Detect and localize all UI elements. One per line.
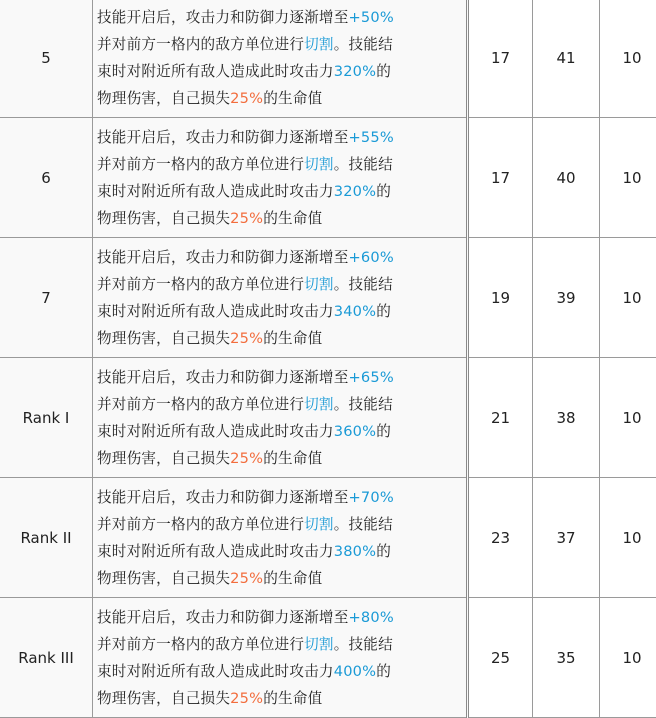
table-row [0, 358, 656, 478]
cut-term: 切割 [304, 36, 334, 53]
damage-multiplier-value: 400% [334, 663, 377, 680]
description-text: 物理伤害，自己损失 [97, 210, 230, 227]
duration-cell: 10 [600, 598, 656, 718]
description-line-1 [97, 124, 464, 151]
initial-sp-cell: 41 [533, 0, 600, 118]
cut-term: 切割 [304, 516, 334, 533]
duration-cell: 10 [600, 0, 656, 118]
initial-sp-cell: 39 [533, 238, 600, 358]
skill-level-cell: 7 [0, 238, 93, 358]
sp-cost-cell: 19 [468, 238, 533, 358]
hp-loss-value: 25% [230, 330, 263, 347]
duration-cell: 10 [600, 238, 656, 358]
table-row [0, 238, 656, 358]
description-line-4 [97, 565, 464, 592]
description-text: 束时对附近所有敌人造成此时攻击力 [97, 423, 334, 440]
description-text: 技能开启后，攻击力和防御力逐渐增至 [97, 489, 349, 506]
description-text: 束时对附近所有敌人造成此时攻击力 [97, 63, 334, 80]
description-text: 的 [376, 183, 391, 200]
sp-cost-cell: 17 [468, 0, 533, 118]
cut-term: 切割 [304, 156, 334, 173]
description-text: 束时对附近所有敌人造成此时攻击力 [97, 303, 334, 320]
cut-term: 切割 [304, 396, 334, 413]
description-line-2 [97, 151, 464, 178]
description-text: 的生命值 [263, 330, 322, 347]
skill-description-cell [93, 118, 468, 238]
description-text: 技能开启后，攻击力和防御力逐渐增至 [97, 369, 349, 386]
description-text: 技能开启后，攻击力和防御力逐渐增至 [97, 9, 349, 26]
description-text: 的生命值 [263, 690, 322, 707]
description-line-4 [97, 445, 464, 472]
atk-def-boost-value: +50% [349, 9, 394, 26]
hp-loss-value: 25% [230, 450, 263, 467]
initial-sp-cell: 35 [533, 598, 600, 718]
description-line-4 [97, 205, 464, 232]
sp-cost-cell: 17 [468, 118, 533, 238]
initial-sp-cell: 40 [533, 118, 600, 238]
description-line-2 [97, 271, 464, 298]
description-text: 。技能结 [334, 36, 393, 53]
description-line-1 [97, 604, 464, 631]
description-text: 并对前方一格内的敌方单位进行 [97, 516, 304, 533]
description-text: 的 [376, 663, 391, 680]
duration-cell: 10 [600, 478, 656, 598]
description-text: 物理伤害，自己损失 [97, 330, 230, 347]
description-line-3 [97, 418, 464, 445]
table-row [0, 598, 656, 718]
description-line-3 [97, 58, 464, 85]
description-text: 物理伤害，自己损失 [97, 450, 230, 467]
description-text: 。技能结 [334, 396, 393, 413]
description-text: 的 [376, 303, 391, 320]
description-line-1 [97, 364, 464, 391]
atk-def-boost-value: +65% [349, 369, 394, 386]
sp-cost-cell: 25 [468, 598, 533, 718]
description-text: 的 [376, 423, 391, 440]
table-row [0, 478, 656, 598]
description-text: 并对前方一格内的敌方单位进行 [97, 396, 304, 413]
description-text: 技能开启后，攻击力和防御力逐渐增至 [97, 249, 349, 266]
description-text: 。技能结 [334, 276, 393, 293]
cut-term: 切割 [304, 636, 334, 653]
hp-loss-value: 25% [230, 90, 263, 107]
atk-def-boost-value: +80% [349, 609, 394, 626]
initial-sp-cell: 38 [533, 358, 600, 478]
description-text: 束时对附近所有敌人造成此时攻击力 [97, 183, 334, 200]
description-text: 的生命值 [263, 450, 322, 467]
description-line-3 [97, 538, 464, 565]
skill-description-cell [93, 238, 468, 358]
sp-cost-cell: 21 [468, 358, 533, 478]
description-line-4 [97, 85, 464, 112]
description-text: 技能开启后，攻击力和防御力逐渐增至 [97, 129, 349, 146]
description-text: 物理伤害，自己损失 [97, 690, 230, 707]
skill-description-cell [93, 478, 468, 598]
duration-cell: 10 [600, 358, 656, 478]
atk-def-boost-value: +70% [349, 489, 394, 506]
description-line-2 [97, 511, 464, 538]
damage-multiplier-value: 360% [334, 423, 377, 440]
damage-multiplier-value: 340% [334, 303, 377, 320]
skill-level-cell: 5 [0, 0, 93, 118]
description-text: 物理伤害，自己损失 [97, 90, 230, 107]
skill-level-cell: Rank III [0, 598, 93, 718]
description-text: 技能开启后，攻击力和防御力逐渐增至 [97, 609, 349, 626]
skill-description-cell [93, 358, 468, 478]
skill-description-cell [93, 598, 468, 718]
description-line-1 [97, 484, 464, 511]
description-line-4 [97, 325, 464, 352]
atk-def-boost-value: +60% [349, 249, 394, 266]
initial-sp-cell: 37 [533, 478, 600, 598]
description-text: 。技能结 [334, 516, 393, 533]
description-text: 的生命值 [263, 90, 322, 107]
table-row [0, 0, 656, 118]
duration-cell: 10 [600, 118, 656, 238]
description-text: 物理伤害，自己损失 [97, 570, 230, 587]
description-line-1 [97, 244, 464, 271]
table-row [0, 118, 656, 238]
skill-level-cell: Rank I [0, 358, 93, 478]
sp-cost-cell: 23 [468, 478, 533, 598]
cut-term: 切割 [304, 276, 334, 293]
description-text: 并对前方一格内的敌方单位进行 [97, 156, 304, 173]
description-text: 并对前方一格内的敌方单位进行 [97, 276, 304, 293]
damage-multiplier-value: 320% [334, 63, 377, 80]
description-text: 的 [376, 543, 391, 560]
description-text: 。技能结 [334, 156, 393, 173]
description-text: 的生命值 [263, 210, 322, 227]
description-line-2 [97, 391, 464, 418]
description-text: 的生命值 [263, 570, 322, 587]
description-line-2 [97, 631, 464, 658]
hp-loss-value: 25% [230, 690, 263, 707]
description-text: 并对前方一格内的敌方单位进行 [97, 636, 304, 653]
description-line-1 [97, 4, 464, 31]
description-line-3 [97, 178, 464, 205]
hp-loss-value: 25% [230, 570, 263, 587]
description-text: 束时对附近所有敌人造成此时攻击力 [97, 543, 334, 560]
description-text: 并对前方一格内的敌方单位进行 [97, 36, 304, 53]
description-line-3 [97, 298, 464, 325]
description-text: 的 [376, 63, 391, 80]
hp-loss-value: 25% [230, 210, 263, 227]
skill-level-cell: Rank II [0, 478, 93, 598]
description-line-3 [97, 658, 464, 685]
description-text: 。技能结 [334, 636, 393, 653]
damage-multiplier-value: 320% [334, 183, 377, 200]
damage-multiplier-value: 380% [334, 543, 377, 560]
skill-description-cell [93, 0, 468, 118]
description-line-2 [97, 31, 464, 58]
atk-def-boost-value: +55% [349, 129, 394, 146]
description-line-4 [97, 685, 464, 712]
description-text: 束时对附近所有敌人造成此时攻击力 [97, 663, 334, 680]
skill-level-cell: 6 [0, 118, 93, 238]
